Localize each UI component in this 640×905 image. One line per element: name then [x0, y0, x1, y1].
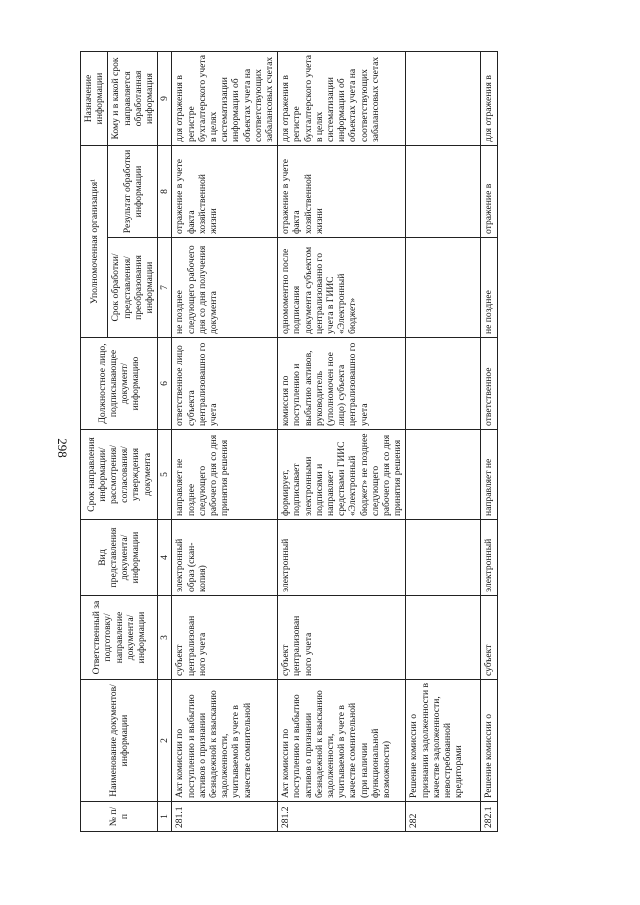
- rotated-table-container: [80, 52, 560, 832]
- header-num: № п/п: [81, 802, 158, 832]
- row-form: электронный образ (скан-копия): [172, 520, 278, 596]
- row-responsible: [406, 596, 481, 680]
- header-result: Результат обработки информации: [108, 146, 158, 238]
- header-purpose-group: Назначение информации: [81, 52, 108, 146]
- row-term: [406, 430, 481, 520]
- col-number: 1: [158, 802, 172, 832]
- row-form: электронный: [278, 520, 406, 596]
- row-proc-term: [406, 238, 481, 338]
- row-doc-name: Решение комиссии о: [481, 680, 497, 802]
- row-doc-name: Акт комиссии по поступлению и выбытию активов о признании безнадежной к взысканию задолженности, учитываемой в учете в качестве сомнительной: [172, 680, 278, 802]
- row-num: 282: [406, 802, 481, 832]
- row-result: отражение в учете факта хозяйственной жизни: [278, 146, 406, 238]
- row-responsible: субъект централизован ного учета: [172, 596, 278, 680]
- row-proc-term: не позднее: [481, 238, 497, 338]
- col-number: 5: [158, 430, 172, 520]
- row-term: формирует, подписывает электронными подписями и направляет средствами ГИИС «Электронный бюджет» не позднее следующего рабочего дня со дня принятия решения: [278, 430, 406, 520]
- header-doc-name: Наименование документов/ информации: [81, 680, 158, 802]
- row-result: отражение в учете факта хозяйственной жизни: [172, 146, 278, 238]
- header-authorized-org: Уполномоченная организация¹: [81, 146, 108, 338]
- header-signer: Должностное лицо, подписывающее документ/ информацию: [81, 338, 158, 430]
- row-purpose: для отражения в: [481, 52, 497, 146]
- table-row: [278, 52, 406, 832]
- row-term: направляет не позднее следующего рабочего дня со дня принятия решения: [172, 430, 278, 520]
- header-row-1: [81, 52, 108, 832]
- table-row: [172, 52, 278, 832]
- row-purpose: для отражения в регистре бухгалтерского учета в целях систематизации информации об объектах учета на соответствующих забалансовых счетах: [172, 52, 278, 146]
- row-result: [406, 146, 481, 238]
- row-doc-name: Решение комиссии о признании задолженности в качестве задолженности, невостребованной кредиторами: [406, 680, 481, 802]
- row-num: 282.1: [481, 802, 497, 832]
- col-number: 3: [158, 596, 172, 680]
- row-responsible: субъект: [481, 596, 497, 680]
- row-result: отражение в: [481, 146, 497, 238]
- row-doc-name: Акт комиссии по поступлению и выбытию активов о признании безнадежной к взысканию задолженности, учитываемой в учете в качестве сомнительной (при наличии функциональной возможности): [278, 680, 406, 802]
- header-proc-term: Срок обработки/ представления/ преобразования информации: [108, 238, 158, 338]
- document-table: [80, 51, 498, 832]
- col-number: 7: [158, 238, 172, 338]
- row-form: [406, 520, 481, 596]
- table-row: [481, 52, 497, 832]
- row-num: 281.1: [172, 802, 278, 832]
- row-purpose: [406, 52, 481, 146]
- row-responsible: субъект централизован ного учета: [278, 596, 406, 680]
- row-term: направляет не: [481, 430, 497, 520]
- row-signer: ответственное: [481, 338, 497, 430]
- header-purpose: Кому и в какой срок направляется обработанная информация: [108, 52, 158, 146]
- row-signer: комиссия по поступлению и выбытию активов, руководитель (уполномочен ное лицо) субъекта централизовашно го учета: [278, 338, 406, 430]
- row-proc-term: не позднее следующего рабочего дня со дня получения документа: [172, 238, 278, 338]
- row-signer: ответственное лицо субъекта централизовашно го учета: [172, 338, 278, 430]
- header-term: Срок направления информации/ рассмотрения/ согласования/ утверждения документа: [81, 430, 158, 520]
- col-number: 2: [158, 680, 172, 802]
- row-form: электронный: [481, 520, 497, 596]
- header-responsible: Ответственный за подготовку/ направление документа/ информации: [81, 596, 158, 680]
- row-purpose: для отражения в регистре бухгалтерского учета в целях систематизации информации об объектах учета на соответствующих забалансовых счетах: [278, 52, 406, 146]
- col-number: 4: [158, 520, 172, 596]
- col-number: 6: [158, 338, 172, 430]
- column-number-row: [158, 52, 172, 832]
- page-number: 298: [55, 438, 70, 458]
- col-number: 9: [158, 52, 172, 146]
- row-proc-term: одномоментно после подписания документа субъектом централизованно го учета в ГИИС «Электронный бюджет»: [278, 238, 406, 338]
- col-number: 8: [158, 146, 172, 238]
- row-signer: [406, 338, 481, 430]
- table-row: [406, 52, 481, 832]
- header-form: Вид представления документа/ информации: [81, 520, 158, 596]
- row-num: 281.2: [278, 802, 406, 832]
